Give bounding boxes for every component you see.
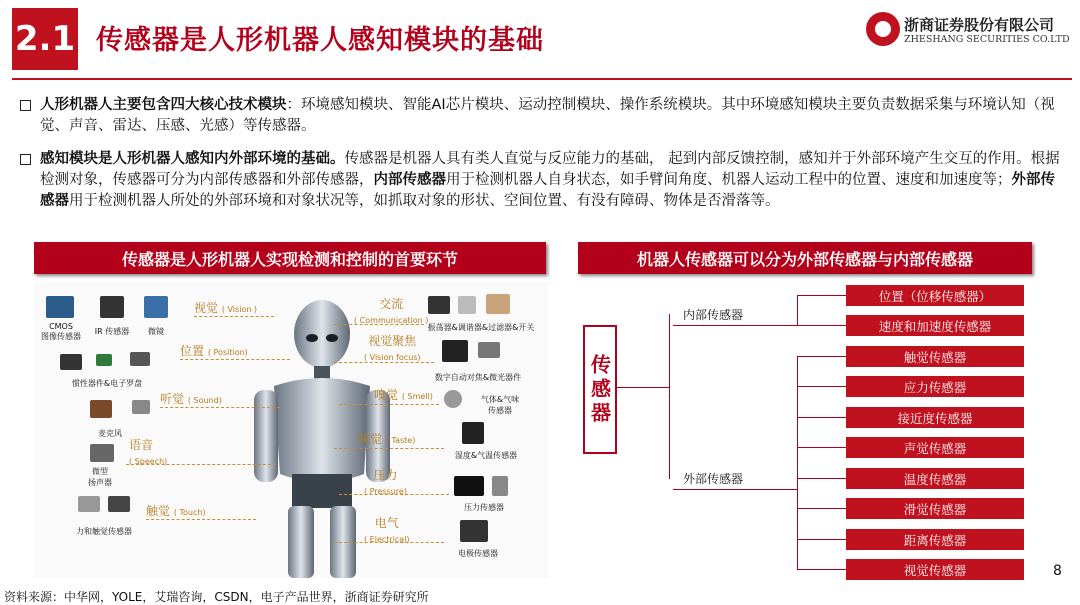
connector-line bbox=[753, 325, 798, 326]
compass-chip-icon bbox=[130, 352, 150, 366]
connector-line bbox=[669, 314, 670, 479]
internal-item-velocity: 速度和加速度传感器 bbox=[846, 315, 1024, 336]
external-item-tactile: 触觉传感器 bbox=[846, 346, 1024, 367]
left-banner: 传感器是人形机器人实现检测和控制的首要环节 bbox=[34, 242, 546, 274]
caption-speaker: 微型 扬声器 bbox=[88, 467, 112, 487]
autofocus-icon bbox=[478, 342, 500, 358]
bullet-square-icon bbox=[20, 100, 31, 111]
sense-touch: 触觉 ( Touch) bbox=[146, 504, 206, 518]
microphone-icon bbox=[90, 400, 112, 418]
connector-line bbox=[797, 295, 846, 296]
logo-mark-icon bbox=[866, 12, 900, 46]
switch-icon bbox=[486, 294, 510, 314]
sense-vision: 视觉 ( Vision ) bbox=[194, 301, 258, 315]
caption-touch: 力和触觉传感器 bbox=[76, 527, 132, 536]
sense-vision-focus: 视觉聚焦 ( Vision focus) bbox=[364, 334, 421, 362]
external-item-vision: 视觉传感器 bbox=[846, 559, 1024, 580]
page-number: 8 bbox=[1053, 563, 1062, 579]
leader-line bbox=[160, 407, 280, 408]
micro-speaker-icon bbox=[90, 444, 114, 462]
external-item-proximity: 接近度传感器 bbox=[846, 407, 1024, 428]
sense-communication: 交流 ( Communication ) bbox=[354, 297, 429, 325]
compass-chip-icon bbox=[96, 354, 112, 366]
caption-pressure: 压力传感器 bbox=[464, 503, 504, 512]
leader-line bbox=[339, 404, 439, 405]
leader-line bbox=[334, 362, 434, 363]
pressure-sensor-icon bbox=[492, 476, 508, 496]
caption-inertial: 惯性器件&电子罗盘 bbox=[71, 379, 143, 388]
humidity-sensor-icon bbox=[462, 422, 484, 444]
sense-smell: 嗅觉 ( Smell) bbox=[374, 388, 433, 402]
section-number: 2.1 bbox=[12, 8, 78, 70]
page-title: 传感器是人形机器人感知模块的基础 bbox=[96, 25, 544, 56]
caption-humidity: 湿度&气温传感器 bbox=[454, 451, 518, 460]
cmos-chip-icon bbox=[46, 296, 74, 318]
bullet-2-bold: 感知模块是人形机器人感知内外部环境的基础。 bbox=[40, 151, 345, 167]
caption-ir: IR 传感器 bbox=[94, 327, 130, 336]
sense-taste: 味觉 ( Taste) bbox=[358, 432, 416, 446]
bullet-1-text: ：环境感知模块、智能AI芯片模块、运动控制模块、操作系统模块。其中环境感知模块主要负责数据采集与环境认知（视觉、声音、雷达、压感、光感）等传感器。 bbox=[40, 97, 1055, 134]
internal-item-position: 位置（位移传感器） bbox=[846, 285, 1024, 306]
external-item-temperature: 温度传感器 bbox=[846, 468, 1024, 489]
tree-root: 传感器 bbox=[583, 325, 617, 454]
caption-electrode: 电极传感器 bbox=[458, 549, 498, 558]
sense-pressure: 压力 ( Pressure) bbox=[364, 468, 407, 496]
external-item-distance: 距离传感器 bbox=[846, 529, 1024, 550]
caption-micromirror: 微镜 bbox=[148, 327, 164, 336]
company-logo bbox=[866, 12, 1076, 52]
filter-icon bbox=[458, 296, 476, 314]
leader-line bbox=[339, 494, 449, 495]
caption-oscillator: 振荡器&调谐器&过滤器&开关 bbox=[427, 323, 535, 332]
autofocus-icon bbox=[442, 340, 468, 362]
robot-sensor-illustration bbox=[34, 282, 548, 578]
external-sensor-label: 外部传感器 bbox=[673, 469, 753, 490]
connector-line bbox=[797, 356, 798, 570]
bullet-1 bbox=[20, 95, 1066, 137]
micromirror-icon bbox=[144, 296, 168, 318]
leader-line bbox=[146, 519, 256, 520]
connector-line bbox=[797, 478, 846, 479]
internal-sensor-label: 内部传感器 bbox=[673, 305, 753, 326]
touch-sensor-icon bbox=[78, 496, 100, 512]
gas-sensor-icon bbox=[444, 390, 462, 408]
leader-line bbox=[334, 542, 444, 543]
leader-line bbox=[194, 316, 274, 317]
microphone-icon bbox=[132, 400, 150, 414]
leader-line bbox=[334, 448, 444, 449]
inertial-device-icon bbox=[60, 354, 82, 370]
bullet-2-text-3: 用于检测机器人所处的外部环境和对象状况等，如抓取对象的形状、空间位置、有没有障碍、物体是否滑落等。 bbox=[69, 193, 780, 209]
connector-line bbox=[797, 569, 846, 570]
logo-cn-text: 浙商证券股份有限公司 bbox=[904, 16, 1055, 34]
ir-sensor-icon bbox=[100, 296, 124, 318]
connector-line bbox=[797, 417, 846, 418]
connector-line bbox=[753, 489, 798, 490]
connector-line bbox=[797, 356, 846, 357]
external-item-acoustic: 声觉传感器 bbox=[846, 437, 1024, 458]
external-item-slip: 滑觉传感器 bbox=[846, 498, 1024, 519]
sense-speech: 语音 ( Speech) bbox=[129, 438, 168, 466]
sense-sound: 听觉 ( Sound) bbox=[160, 392, 222, 406]
connector-line bbox=[797, 325, 846, 326]
connector-line bbox=[797, 447, 846, 448]
oscillator-icon bbox=[428, 296, 450, 314]
touch-sensor-icon bbox=[108, 496, 130, 512]
logo-en-text: ZHESHANG SECURITIES CO.LTD bbox=[904, 34, 1070, 45]
bullet-2-text-2: 用于检测机器人自身状态，如手臂间角度、机器人运动工程中的位置、速度和加速度等； bbox=[446, 172, 1012, 188]
bullet-1-bold: 人形机器人主要包含四大核心技术模块 bbox=[40, 97, 287, 113]
electrode-sensor-icon bbox=[460, 520, 488, 542]
bullet-2 bbox=[20, 149, 1066, 212]
bullet-2-bold-external: 外部传感器 bbox=[40, 172, 1055, 209]
leader-line bbox=[126, 464, 276, 465]
caption-gas: 气体&气味 传感器 bbox=[480, 395, 520, 415]
source-note: 资料来源：中华网，YOLE，艾瑞咨询，CSDN，电子产品世界，浙商证券研究所 bbox=[4, 590, 429, 604]
right-banner: 机器人传感器可以分为外部传感器与内部传感器 bbox=[578, 242, 1032, 274]
bullet-2-bold-internal: 内部传感器 bbox=[373, 172, 446, 188]
connector-line bbox=[797, 539, 846, 540]
caption-autofocus: 数字自动对焦&微光器件 bbox=[434, 373, 522, 382]
connector-line bbox=[617, 387, 669, 388]
caption-cmos: CMOS 图像传感器 bbox=[41, 322, 81, 341]
bullet-2-text-1: 传感器是机器人具有类人直觉与反应能力的基础， 起到内部反馈控制，感知并于外部环境产生交互的作用。根据检测对象，传感器可分为内部传感器和外部传感器， bbox=[40, 151, 1060, 188]
sense-position: 位置 ( Position) bbox=[180, 344, 248, 358]
header-divider bbox=[12, 78, 1072, 80]
bullet-square-icon bbox=[20, 154, 31, 165]
connector-line bbox=[797, 386, 846, 387]
leader-line bbox=[180, 359, 290, 360]
sense-electrical: 电气 ( Electrical) bbox=[364, 516, 410, 544]
caption-microphone: 麦克风 bbox=[98, 429, 122, 438]
leader-line bbox=[334, 324, 424, 325]
connector-line bbox=[797, 508, 846, 509]
external-item-stress: 应力传感器 bbox=[846, 376, 1024, 397]
pressure-sensor-icon bbox=[454, 476, 484, 496]
connector-line bbox=[797, 295, 798, 326]
